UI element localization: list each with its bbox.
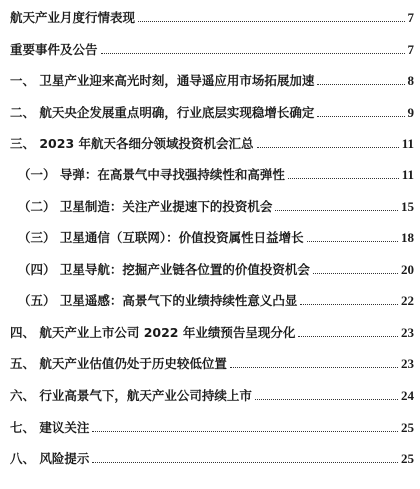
toc-entry[interactable]: [10, 101, 414, 121]
toc-entry-page: 7: [407, 42, 414, 57]
toc-dot-leader: [317, 116, 404, 117]
toc-entry-title: （三） 卫星通信（互联网）：价值投资属性日益增长: [18, 230, 304, 245]
toc-entry[interactable]: [18, 258, 414, 278]
toc-dot-leader: [275, 210, 398, 211]
toc-dot-leader: [307, 241, 398, 242]
toc-entry[interactable]: [18, 226, 414, 246]
toc-dot-leader: [92, 431, 398, 432]
toc-entry-page: 18: [401, 230, 414, 245]
toc-dot-leader: [313, 273, 398, 274]
toc-entry[interactable]: [10, 6, 414, 26]
toc-entry-page: 25: [401, 451, 414, 466]
toc-dot-leader: [317, 84, 404, 85]
toc-dot-leader: [101, 53, 405, 54]
toc-entry[interactable]: [10, 416, 414, 436]
toc-entry-title: （四） 卫星导航：挖掘产业链各位置的价值投资机会: [18, 262, 310, 277]
toc-entry-page: 11: [401, 136, 414, 151]
toc-entry-title: 一、 卫星产业迎来高光时刻，通导遥应用市场拓展加速: [10, 73, 315, 88]
toc-entry-page: 23: [401, 356, 414, 371]
toc-entry-title: （二） 卫星制造：关注产业提速下的投资机会: [18, 199, 273, 214]
toc-entry-title: 重要事件及公告: [10, 42, 98, 57]
toc-entry[interactable]: [10, 352, 414, 372]
toc-entry-title: 八、 风险提示: [10, 451, 90, 466]
toc-entry[interactable]: [10, 38, 414, 58]
toc-entry[interactable]: [18, 163, 414, 183]
toc-entry[interactable]: [10, 132, 414, 152]
toc-entry-title: 三、 2023 年航天各细分领域投资机会汇总: [10, 136, 254, 151]
toc-dot-leader: [288, 178, 399, 179]
toc-entry-title: 六、 行业高景气下，航天产业公司持续上市: [10, 388, 252, 403]
toc-entry-title: （五） 卫星遥感：高景气下的业绩持续性意义凸显: [18, 293, 298, 308]
toc-entry-title: （一） 导弹：在高景气中寻找强持续性和高弹性: [18, 167, 285, 182]
toc-entry[interactable]: [10, 69, 414, 89]
toc-dot-leader: [257, 147, 399, 148]
toc-dot-leader: [300, 304, 398, 305]
toc-entry-title: 五、 航天产业估值仍处于历史较低位置: [10, 356, 227, 371]
toc-entry[interactable]: [18, 289, 414, 309]
toc-entry-title: 航天产业月度行情表现: [10, 10, 136, 25]
toc-entry[interactable]: [10, 321, 414, 341]
toc-dot-leader: [138, 21, 404, 22]
toc-entry-page: 7: [407, 10, 414, 25]
toc-dot-leader: [298, 336, 398, 337]
toc-entry-page: 15: [401, 199, 414, 214]
toc-entry[interactable]: [18, 195, 414, 215]
toc-entry-title: 二、 航天央企发展重点明确，行业底层实现稳增长确定: [10, 105, 315, 120]
toc-entry-page: 11: [401, 167, 414, 182]
toc-entry[interactable]: [10, 384, 414, 404]
toc-entry-title: 四、 航天产业上市公司 2022 年业绩预告呈现分化: [10, 325, 296, 340]
toc-entry-title: 七、 建议关注: [10, 420, 90, 435]
toc-entry-page: 24: [401, 388, 414, 403]
toc-entry-page: 20: [401, 262, 414, 277]
toc-entry-page: 22: [401, 293, 414, 308]
toc-entry[interactable]: [10, 447, 414, 467]
toc-entry-page: 25: [401, 420, 414, 435]
toc-dot-leader: [255, 399, 398, 400]
toc-dot-leader: [230, 367, 398, 368]
toc-entry-page: 8: [407, 73, 414, 88]
toc-dot-leader: [92, 462, 398, 463]
toc-entry-page: 9: [407, 105, 414, 120]
toc-entry-page: 23: [401, 325, 414, 340]
